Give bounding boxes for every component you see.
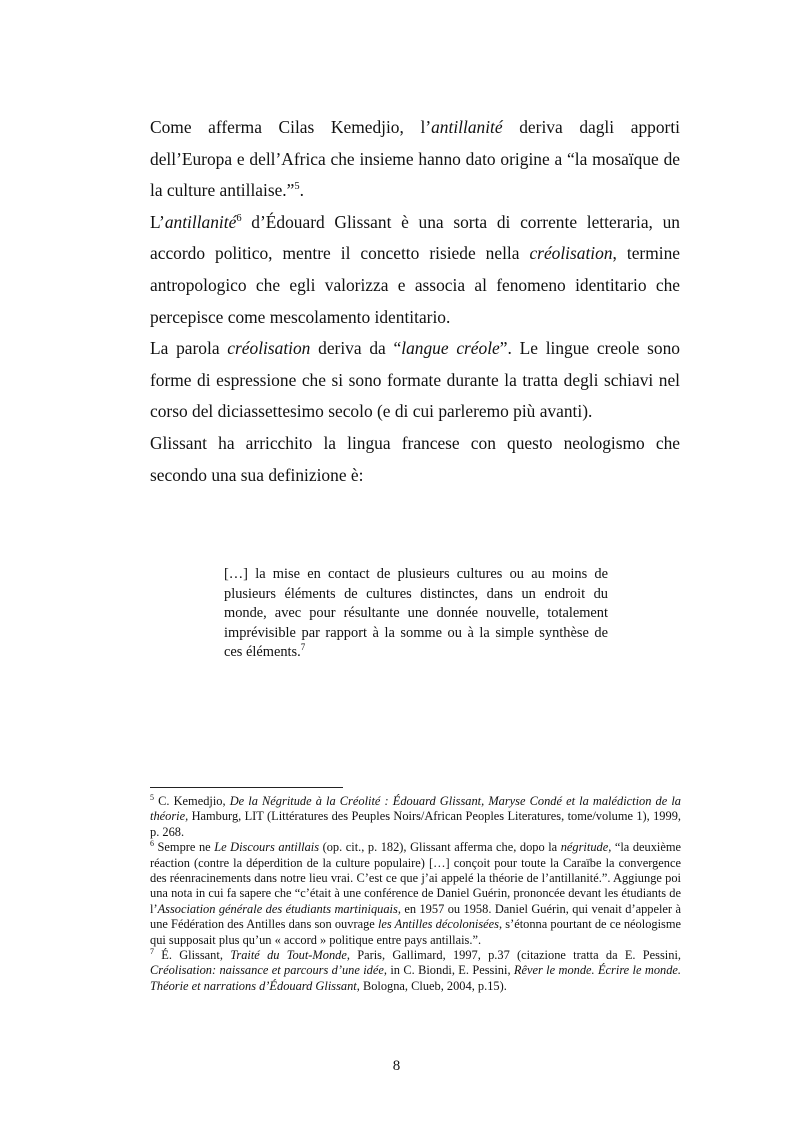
page-number: 8 <box>392 1058 401 1074</box>
text-run: C. Kemedjio, <box>154 794 230 808</box>
text-run: Glissant ha arricchito la lingua francese con questo neologismo che secondo una sua definizione è: <box>150 432 680 485</box>
text-run: in C. Biondi, E. Pessini, <box>386 963 514 978</box>
text-run: . <box>299 180 304 201</box>
text-run: Sempre ne <box>154 840 215 855</box>
footnote-ref-7[interactable]: 7 <box>300 642 306 653</box>
text-run: La parola <box>150 338 228 359</box>
footnotes <box>150 794 681 994</box>
paragraph-neologismo <box>150 428 680 491</box>
text-run: Hamburg, LIT (Littératures des Peuples Noirs/African Peoples Literatures, tome/volume 1), 1999, p. 268. <box>150 809 681 839</box>
footnote-7 <box>150 948 681 994</box>
text-run: Come afferma Cilas Kemedjio, l’ <box>150 117 432 137</box>
italic-title: Créolisation: naissance et parcours d’une idée, <box>150 963 387 978</box>
italic-term: créolisation <box>529 243 613 264</box>
italic-title: Association générale des étudiants martiniquais <box>157 901 398 916</box>
text-run: É. Glissant, <box>154 948 231 963</box>
footnote-ref-5[interactable]: 5 <box>294 181 300 193</box>
paragraph-antillanite <box>150 207 680 333</box>
quote-paragraph <box>224 565 608 663</box>
text-run: , Bologna, Clueb, 2004, p.15). <box>356 978 507 993</box>
paragraph-kemedjio <box>150 112 680 207</box>
footnote-6 <box>150 840 681 948</box>
italic-title: De la Négritude à la Créolité : Édouard Glissant, Maryse Condé et la malédiction de la théorie, <box>150 794 681 824</box>
text-run: , Paris, Gallimard, 1997, p.37 (citazione tratta da E. Pessini, <box>346 948 681 963</box>
main-body-text <box>150 112 680 491</box>
footnote-number: 6 <box>150 839 154 849</box>
italic-term: négritude <box>560 840 609 855</box>
footnote-number: 5 <box>150 792 154 802</box>
italic-term: créolisation <box>227 338 311 359</box>
text-run: ”. Le lingue creole sono forme di espressione che si sono formate durante la tratta degli schiavi nel corso del diciassettesimo secolo (e di cui parleremo più avanti). <box>150 338 680 422</box>
paragraph-creolisation <box>150 333 680 428</box>
italic-term: antillanité <box>431 117 503 137</box>
footnote-separator <box>150 787 343 788</box>
text-run: deriva da “ <box>310 338 402 359</box>
text-run: , s’étonna pourtant de ce néologisme qui supposait plus qu’un « accord » politique entre pays antillais.”. <box>150 917 681 947</box>
italic-title: les Antilles décolonisées <box>377 917 499 932</box>
text-run: , “la deuxième réaction (contre la déperdition de la culture populaire) […] conçoit pour toute la Caraïbe la convergence des réenracinements dans notre lieu vrai. C’est ce que j’ai appelé la théorie de l’antillanité.”. Aggiunge poi una nota in cui fa sapere che “c’était à une conférence de Daniel Guérin, prononcée devant les étudiants de l’ <box>150 840 682 916</box>
italic-term: langue créole <box>401 338 500 359</box>
footnote-number: 7 <box>150 946 154 956</box>
italic-term: antillanité <box>164 211 237 232</box>
italic-title: Traité du Tout-Monde <box>230 948 347 963</box>
text-run: deriva dagli apporti dell’Europa e dell’Africa che insieme hanno dato origine a “la mosaïque de la culture antillaise.” <box>150 117 680 201</box>
footnote-5 <box>150 794 681 840</box>
footnote-ref-6[interactable]: 6 <box>236 212 242 224</box>
italic-title: Le Discours antillais <box>214 840 320 855</box>
block-quote <box>224 565 608 663</box>
italic-title: Rêver le monde. Écrire le monde. Théorie et narrations d’Édouard Glissant <box>150 963 681 993</box>
text-run: , termine antropologico che egli valorizza e associa al fenomeno identitario che percepisce come mescolamento identitario. <box>150 243 680 327</box>
text-run: d’Édouard Glissant è una sorta di corrente letteraria, un accordo politico, mentre il concetto risiede nella <box>150 211 680 264</box>
text-run: L’ <box>150 211 165 232</box>
quote-text: […] la mise en contact de plusieurs cultures ou au moins de plusieurs éléments de cultures distinctes, dans un endroit du monde, avec pour résultante une donnée nouvelle, totalement imprévisible par rapport à la somme ou à la simple synthèse de ces éléments. <box>224 566 608 661</box>
text-run: (op. cit., p. 182), Glissant afferma che, dopo la <box>319 840 561 855</box>
text-run: , en 1957 ou 1958. Daniel Guérin, qui venait d’appeler à une Fédération des Antilles dans son ouvrage <box>150 901 681 932</box>
